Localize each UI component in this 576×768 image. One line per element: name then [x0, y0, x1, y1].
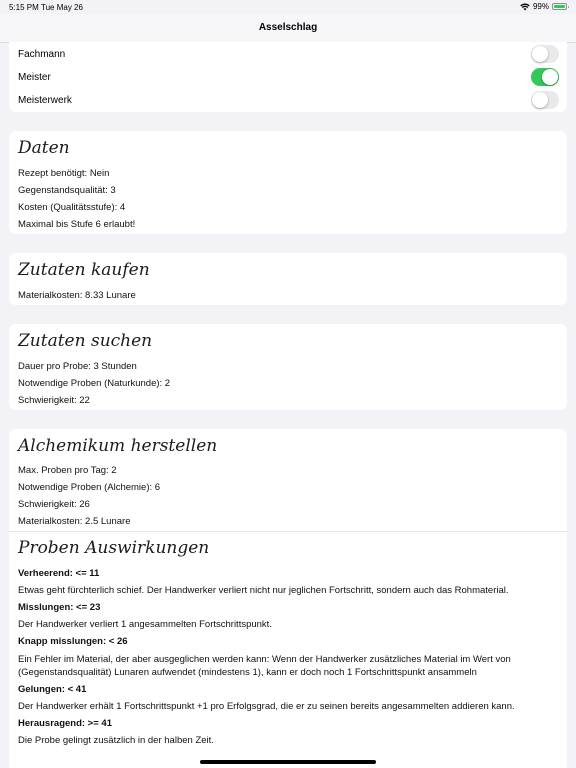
info-line: Maximal bis Stufe 6 erlaubt!: [18, 219, 136, 230]
outcome-text: Ein Fehler im Material, der aber ausgeglichen werden kann: Wenn der Handwerker zusätzliches Material im Wert von (Gegenstandsqualität) Lunaren aufwendet (mindestens 1), kann er doch noch 1 Fortschrittspunkt ansammeln: [18, 654, 511, 678]
info-line: Materialkosten: 8.33 Lunare: [18, 290, 136, 301]
home-indicator[interactable]: [200, 760, 376, 764]
outcome-text: Der Handwerker erhält 1 Fortschrittspunkt +1 pro Erfolgsgrad, die er zu seinen bereits angesammelten addieren kann.: [18, 701, 515, 712]
status-date: Tue May 26: [41, 3, 83, 12]
section-title: Daten: [18, 138, 70, 158]
info-line: Rezept benötigt: Nein: [18, 168, 110, 179]
toggle-label: Meister: [18, 72, 51, 83]
info-line: Dauer pro Probe: 3 Stunden: [18, 361, 137, 372]
daten-card: [9, 131, 567, 234]
info-line: Kosten (Qualitätsstufe): 4: [18, 202, 126, 213]
status-bar: [0, 0, 576, 14]
wifi-icon: [520, 3, 530, 11]
toggle-row-meister: [9, 66, 567, 89]
alchemikum-card: [9, 429, 567, 768]
toggle-label: Meisterwerk: [18, 95, 72, 106]
outcome-heading: Gelungen: < 41: [18, 684, 87, 695]
info-line: Max. Proben pro Tag: 2: [18, 465, 117, 476]
outcome-heading: Knapp misslungen: < 26: [18, 636, 128, 647]
info-line: Gegenstandsqualität: 3: [18, 185, 116, 196]
fachmann-switch[interactable]: [531, 45, 559, 63]
navigation-bar: [0, 14, 576, 43]
zutaten-suchen-card: [9, 324, 567, 410]
outcome-text: Die Probe gelingt zusätzlich in der halben Zeit.: [18, 735, 214, 746]
info-line: Notwendige Proben (Naturkunde): 2: [18, 378, 171, 389]
section-title: Alchemikum herstellen: [18, 436, 218, 456]
section-title: Zutaten kaufen: [18, 260, 150, 280]
quality-toggles-card: [9, 42, 567, 112]
section-title: Proben Auswirkungen: [18, 538, 210, 558]
page-title: Asselschlag: [258, 22, 318, 33]
info-line: Materialkosten: 2.5 Lunare: [18, 516, 131, 527]
info-line: Schwierigkeit: 26: [18, 499, 90, 510]
zutaten-kaufen-card: [9, 253, 567, 305]
divider: [9, 531, 567, 532]
meisterwerk-switch[interactable]: [531, 91, 559, 109]
info-line: Notwendige Proben (Alchemie): 6: [18, 482, 161, 493]
status-right: [520, 2, 567, 11]
outcome-heading: Herausragend: >= 41: [18, 718, 112, 729]
battery-icon: [552, 3, 567, 10]
meister-switch[interactable]: [531, 68, 559, 86]
outcome-heading: Misslungen: <= 23: [18, 602, 101, 613]
toggle-label: Fachmann: [18, 49, 66, 60]
info-line: Schwierigkeit: 22: [18, 395, 90, 406]
section-title: Zutaten suchen: [18, 331, 153, 351]
outcome-heading: Verheerend: <= 11: [18, 568, 100, 579]
outcome-text: Etwas geht fürchterlich schief. Der Handwerker verliert nicht nur jeglichen Fortschritt, sondern auch das Rohmaterial.: [18, 585, 509, 596]
toggle-row-meisterwerk: [9, 89, 567, 112]
battery-percent: 99%: [532, 2, 549, 11]
outcome-text: Der Handwerker verliert 1 angesammelten Fortschrittspunkt.: [18, 619, 272, 630]
status-time: 5:15 PM: [9, 3, 39, 12]
toggle-row-fachmann: [9, 43, 567, 66]
